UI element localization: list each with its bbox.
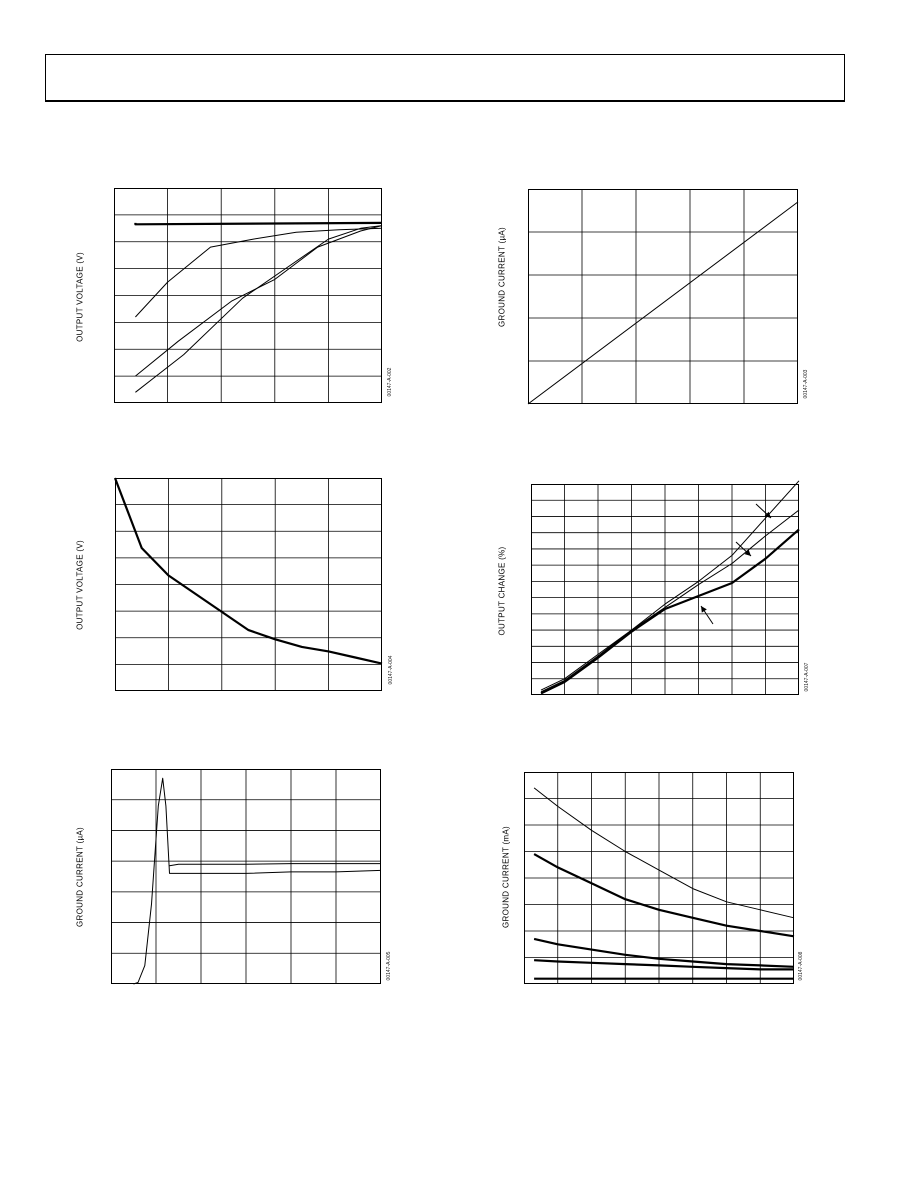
chart-2-plot	[528, 189, 798, 404]
chart-3-plot	[115, 478, 382, 691]
y-axis-label: OUTPUT VOLTAGE (V)	[75, 252, 85, 342]
annotation-arrow-head	[701, 606, 707, 613]
figure-id: 00147-A-004	[388, 655, 394, 685]
page-header-box	[45, 54, 845, 102]
chart-6-plot	[524, 772, 794, 984]
data-series-line	[135, 226, 382, 377]
plot-frame	[529, 190, 798, 404]
figure-id: 00147-A-008	[798, 951, 804, 981]
data-series-line	[115, 478, 382, 664]
y-axis-label: OUTPUT VOLTAGE (V)	[75, 540, 85, 630]
figure-id: 00147-A-003	[803, 369, 809, 399]
data-series-line	[135, 223, 382, 224]
data-series-line	[534, 788, 794, 918]
chart-5-plot	[111, 769, 381, 984]
data-series-line	[534, 854, 794, 936]
figure-id: 00147-A-002	[387, 367, 393, 397]
y-axis-label: GROUND CURRENT (mA)	[501, 826, 511, 928]
chart-4-plot	[531, 484, 799, 695]
figure-id: 00147-A-005	[386, 951, 392, 981]
chart-1-plot	[114, 188, 382, 403]
y-axis-label: GROUND CURRENT (µA)	[497, 227, 507, 327]
data-series-line	[541, 481, 799, 690]
figure-id: 00147-A-007	[804, 662, 810, 692]
y-axis-label: GROUND CURRENT (µA)	[75, 827, 85, 927]
y-axis-label: OUTPUT CHANGE (%)	[497, 546, 507, 636]
data-series-line	[135, 226, 382, 393]
